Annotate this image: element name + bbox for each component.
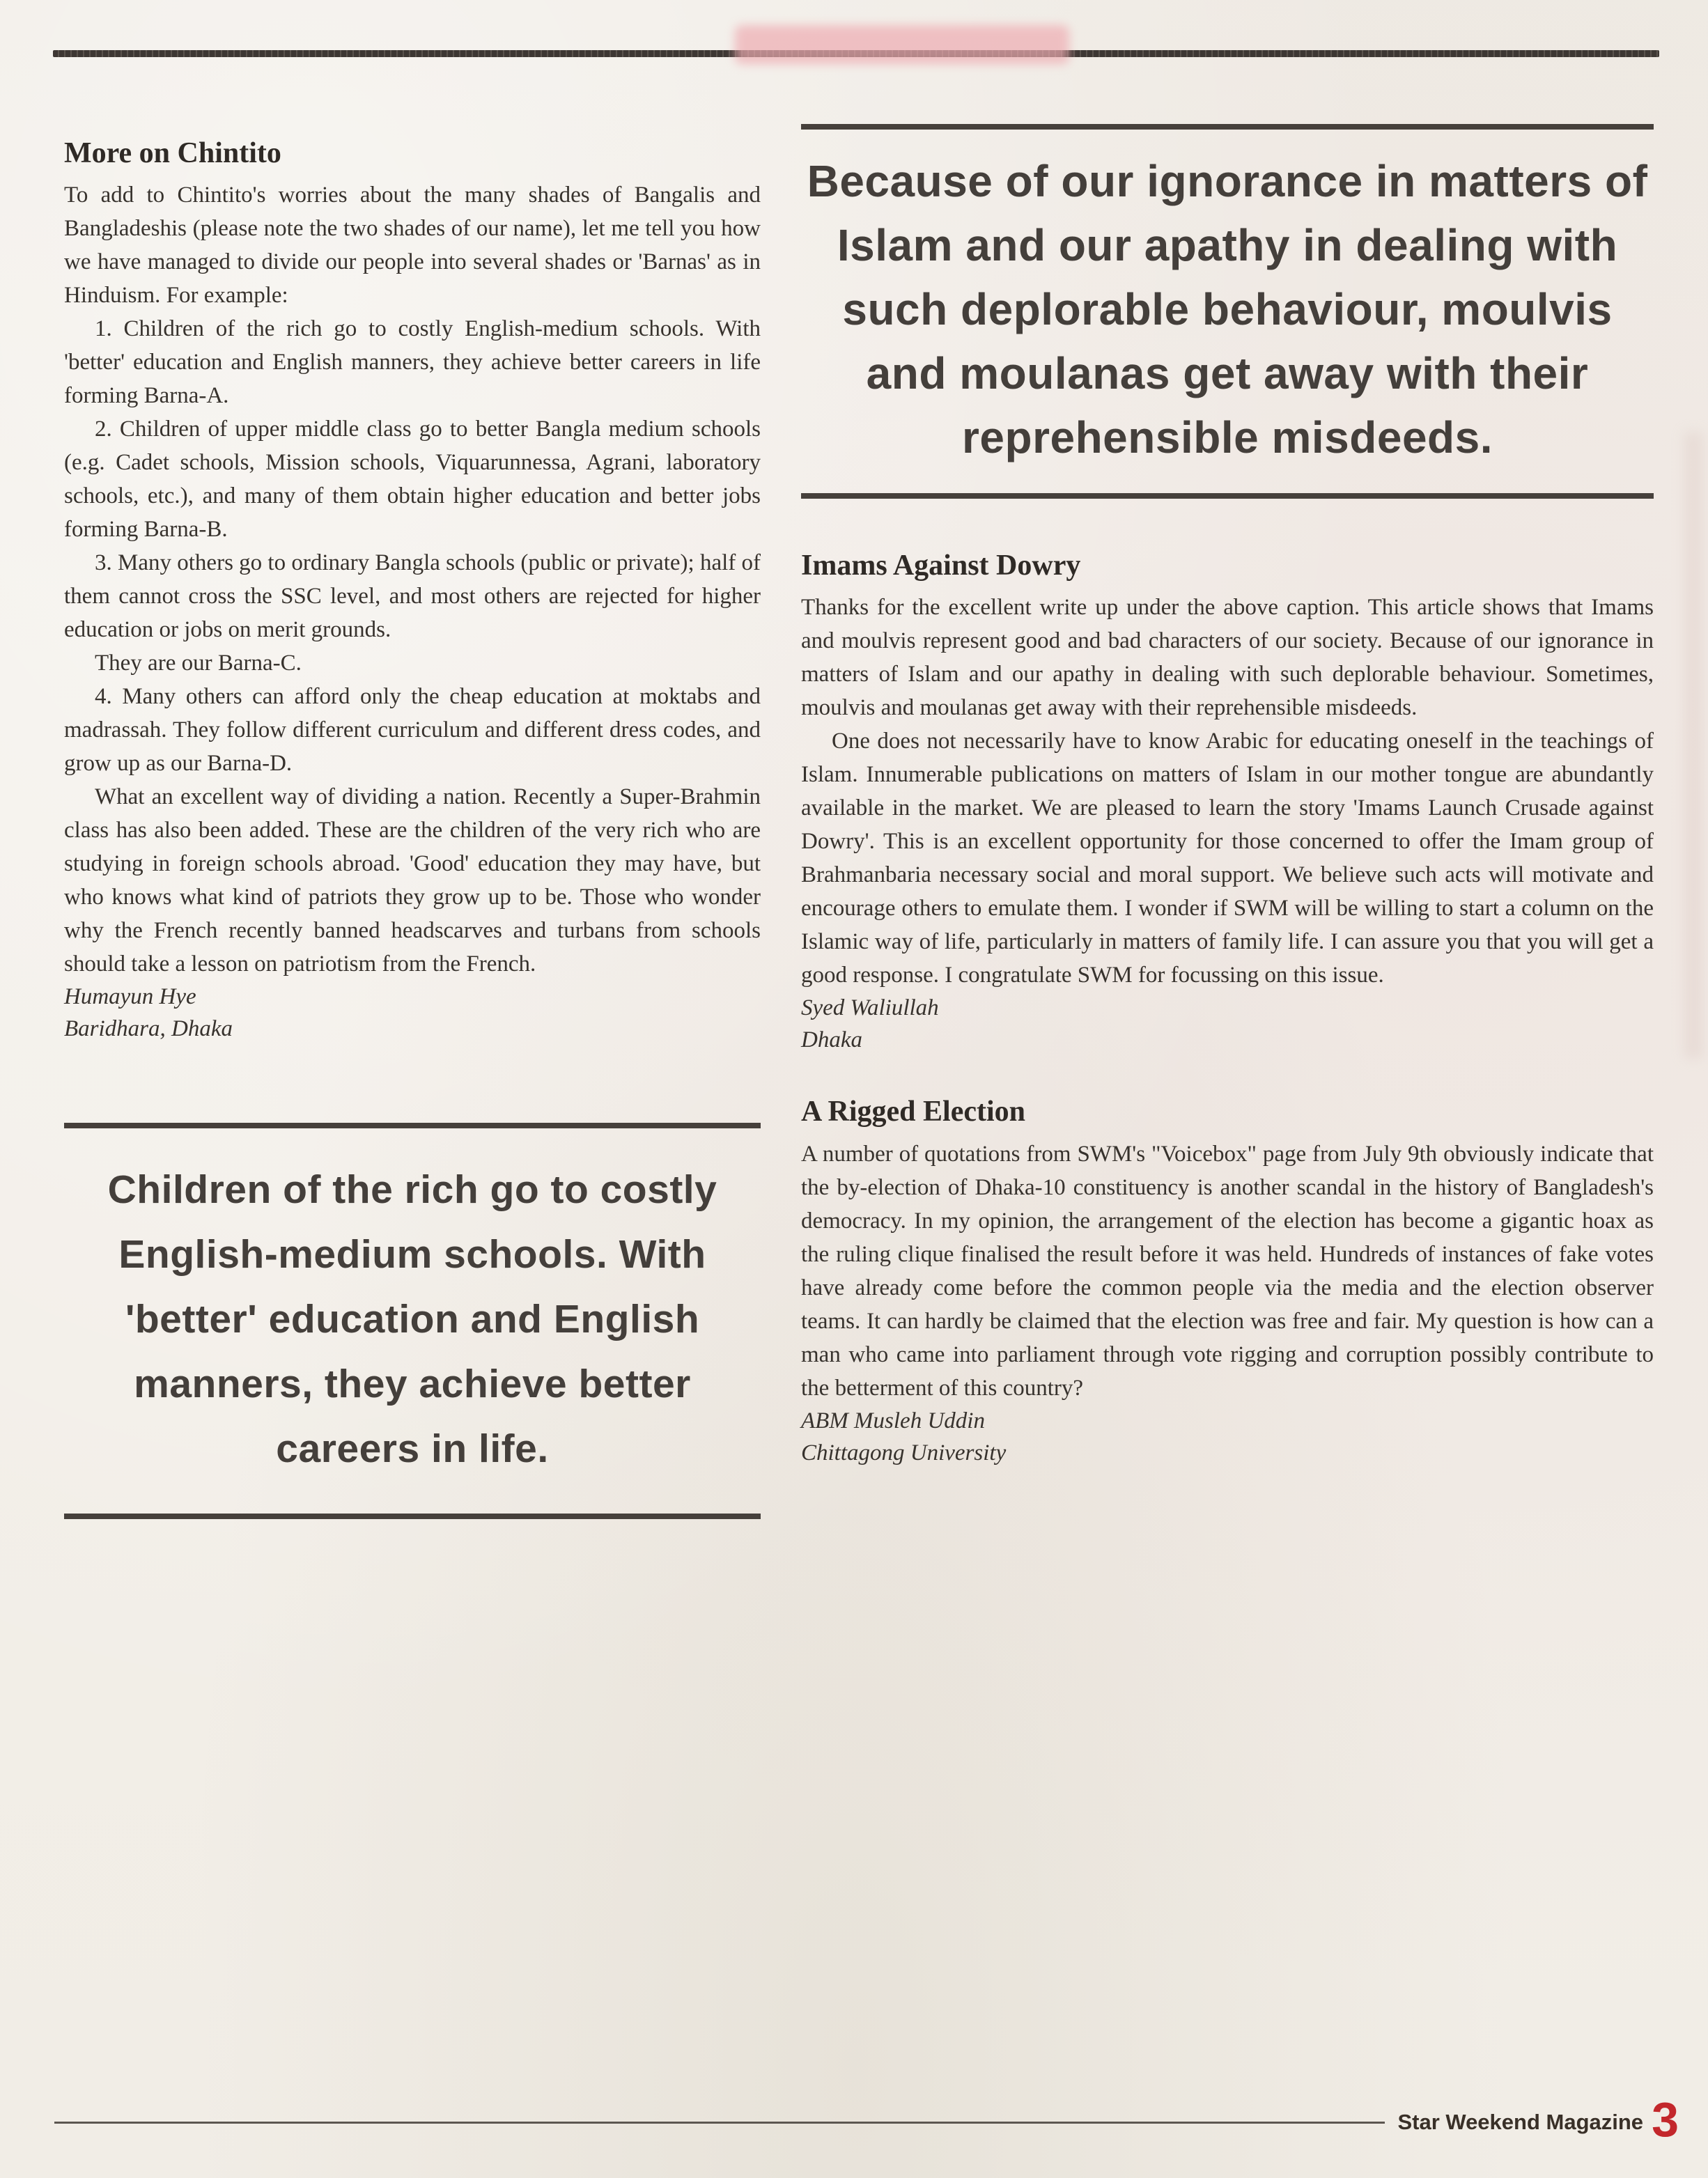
article-paragraph: They are our Barna-C. xyxy=(95,651,302,676)
article-title-imams-against-dowry: Imams Against Dowry xyxy=(801,550,1081,582)
article-paragraph: 4. Many others can afford only the cheap education at moktabs and madrassah. They follow different curriculum and different dress codes, and grow up as our Barna-D. xyxy=(64,684,761,777)
footer-rule xyxy=(54,2122,1385,2124)
article-paragraph: To add to Chintito's worries about the many shades of Bangalis and Bangladeshis (please note the two shades of our name), let me tell you how we have managed to divide our people into several shades or 'Barnas' as in Hinduism. For example: xyxy=(64,182,761,309)
article-paragraph: 1. Children of the rich go to costly English-medium schools. With 'better' education and English manners, they achieve better careers in life forming Barna-A. xyxy=(64,316,761,409)
spacer xyxy=(801,1056,1654,1095)
article-paragraph: 2. Children of upper middle class go to better Bangla medium schools (e.g. Cadet schools, Mission schools, Viquarunnessa, Agrani, laboratory schools, etc.), and many of them obtain higher education and better jobs forming Barna-B. xyxy=(64,417,761,543)
signature-name: Humayun Hye xyxy=(64,984,196,1010)
signature-location: Baridhara, Dhaka xyxy=(64,1016,233,1042)
scan-bleed-artifact xyxy=(1684,432,1702,1059)
article-paragraph: A number of quotations from SWM's "Voicebox" page from July 9th obviously indicate that the by-election of Dhaka-10 constituency is another scandal in the history of Bangladesh's democracy. In my opinion, the arrangement of the election has become a gigantic hoax as the ruling clique finalised the result before it was held. Hundreds of instances of fake votes have already come before the common people via the media and the election observer teams. It can hardly be claimed that the election was free and fair. My question is how can a man who came into parliament through vote rigging and corruption possibly contribute to the betterment of this country? xyxy=(801,1141,1654,1401)
signature-name: Syed Waliullah xyxy=(801,995,939,1021)
article-paragraph: 3. Many others go to ordinary Bangla schools (public or private); half of them cannot cross the SSC level, and most others are rejected for higher education or jobs on merit grounds. xyxy=(64,550,761,643)
spacer xyxy=(801,499,1654,549)
article-title-more-on-chintito: More on Chintito xyxy=(64,137,281,169)
magazine-name: Star Weekend Magazine xyxy=(1397,2110,1644,2134)
pull-quote-right: Because of our ignorance in matters of Islam and our apathy in dealing with such deplorable behaviour, moulvis and moulanas get away with their reprehensible misdeeds. xyxy=(801,124,1654,499)
article-paragraph: Thanks for the excellent write up under the above caption. This article shows that Imams and moulvis represent good and bad characters of our society. Because of our ignorance in matters of Islam and our apathy in dealing with such deplorable behaviour. Sometimes, moulvis and moulanas get away with their reprehensible misdeeds. xyxy=(801,595,1654,721)
article-paragraph: What an excellent way of dividing a nation. Recently a Super-Brahmin class has also been added. These are the children of the very rich who are studying in foreign schools abroad. 'Good' education they may have, but who knows what kind of patriots they grow up to be. Those who wonder why the French recently banned headscarves and turbans from schools should take a lesson on patriotism from the French. xyxy=(64,784,761,977)
signature-name: ABM Musleh Uddin xyxy=(801,1408,985,1433)
article-title-a-rigged-election: A Rigged Election xyxy=(801,1096,1025,1128)
page-number: 3 xyxy=(1652,2092,1679,2147)
signature-location: Chittagong University xyxy=(801,1440,1007,1465)
right-column xyxy=(801,124,1654,1469)
page-footer xyxy=(54,2092,1679,2147)
pull-quote-left: Children of the rich go to costly English-medium schools. With 'better' education and English manners, they achieve better careers in life. xyxy=(64,1123,761,1519)
signature-location: Dhaka xyxy=(801,1027,862,1053)
masthead-remnant-artifact xyxy=(735,25,1069,64)
left-column xyxy=(64,137,761,1519)
article-paragraph: One does not necessarily have to know Arabic for educating oneself in the teachings of Islam. Innumerable publications on matters of Islam in our mother tongue are abundantly available in the market. We are pleased to learn the story 'Imams Launch Crusade against Dowry'. This is an excellent opportunity for those concerned to offer the Imam group of Brahmanbaria necessary social and moral support. We believe such acts will motivate and encourage others to emulate them. I wonder if SWM will be willing to start a column on the Islamic way of life, particularly in matters of family life. I can assure you that you will get a good response. I congratulate SWM for focussing on this issue. xyxy=(801,729,1654,988)
